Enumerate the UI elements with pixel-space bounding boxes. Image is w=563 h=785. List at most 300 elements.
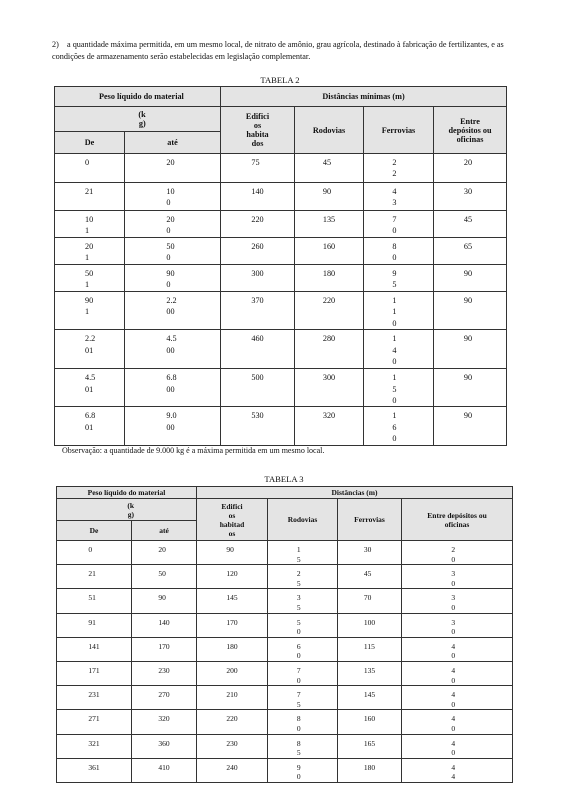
table-cell	[132, 734, 197, 758]
cell-line: 180	[322, 269, 336, 278]
cell-line: 0	[296, 627, 301, 637]
table-cell	[402, 589, 513, 613]
cell-line: 30	[363, 545, 372, 554]
cell-line: 01	[85, 384, 94, 394]
col-header-railways: Ferrovias	[364, 107, 434, 154]
table-cell	[402, 734, 513, 758]
table-cell	[338, 541, 402, 565]
table-cell	[268, 661, 338, 685]
table-cell	[125, 154, 221, 183]
table-cell	[434, 330, 507, 369]
cell-line: 6.8	[166, 373, 177, 383]
cell-line: 00	[166, 307, 175, 317]
header-line: os	[228, 528, 236, 538]
table-cell	[197, 758, 268, 782]
table-cell	[295, 292, 364, 330]
table-cell	[221, 265, 295, 292]
cell-line: 1	[296, 545, 301, 554]
cell-line: 90	[463, 334, 473, 344]
cell-line: 01	[85, 422, 94, 432]
cell-line: 90	[463, 373, 473, 383]
cell-line: 8	[296, 714, 301, 724]
table-cell	[364, 265, 434, 292]
cell-line: 20	[166, 215, 175, 224]
table-cell	[55, 183, 125, 211]
table-cell	[197, 589, 268, 613]
cell-line: 0	[392, 253, 397, 263]
unit-header	[57, 499, 197, 521]
cell-line: 1	[85, 280, 90, 290]
cell-line: 320	[158, 714, 170, 724]
cell-line: 5	[296, 617, 301, 627]
table-cell	[55, 369, 125, 407]
table-cell	[221, 154, 295, 183]
to-header: até	[132, 521, 197, 541]
table-cell	[338, 661, 402, 685]
table3	[56, 486, 513, 783]
unit-line: (k	[138, 110, 146, 119]
cell-line: 0	[451, 602, 456, 612]
table-cell	[125, 238, 221, 265]
header-line: os	[228, 510, 236, 520]
cell-line: 20	[166, 158, 175, 167]
cell-line: 10	[166, 187, 175, 196]
table-cell	[132, 758, 197, 782]
unit-line: (k	[127, 500, 134, 510]
cell-line: 0	[392, 226, 397, 236]
cell-line: 1	[392, 296, 397, 305]
cell-line: 90	[463, 411, 473, 421]
cell-line: 530	[251, 411, 264, 421]
cell-line: 00	[166, 422, 175, 432]
cell-line: 171	[88, 665, 100, 675]
table2	[54, 86, 507, 446]
cell-line: 0	[296, 651, 301, 661]
col-header-railways: Ferrovias	[338, 499, 402, 541]
cell-line: 4	[451, 665, 456, 675]
table-cell	[338, 637, 402, 661]
header-line: os	[253, 121, 262, 130]
cell-line: 115	[363, 641, 375, 651]
table-row	[57, 589, 513, 613]
cell-line: 4	[451, 690, 456, 700]
col-header-highways: Rodovias	[268, 499, 338, 541]
cell-line: 2.2	[166, 296, 177, 305]
cell-line: 0	[451, 554, 456, 564]
table-cell	[132, 589, 197, 613]
table-cell	[268, 686, 338, 710]
table3-caption: TABELA 3	[264, 474, 304, 484]
cell-line: 0	[451, 651, 456, 661]
cell-line: 50	[85, 269, 94, 278]
cell-line: 240	[226, 762, 238, 772]
table-cell	[55, 330, 125, 369]
cell-line: 51	[88, 593, 96, 603]
table-cell	[295, 183, 364, 211]
table-cell	[338, 613, 402, 637]
table-cell	[57, 589, 132, 613]
cell-line: 75	[251, 158, 260, 167]
cell-line: 4	[451, 641, 456, 651]
table-cell	[364, 183, 434, 211]
cell-line: 0	[166, 226, 171, 236]
table-cell	[434, 183, 507, 211]
cell-line: 3	[451, 593, 456, 603]
table-cell	[197, 613, 268, 637]
cell-line: 460	[251, 334, 264, 344]
table-cell	[132, 637, 197, 661]
cell-line: 165	[363, 738, 376, 748]
table-cell	[295, 265, 364, 292]
cell-line: 5	[296, 554, 301, 564]
table-cell	[268, 589, 338, 613]
cell-line: 1	[392, 373, 397, 383]
table-cell	[221, 211, 295, 238]
table3-body	[57, 541, 513, 783]
cell-line: 6	[392, 422, 397, 432]
cell-line: 360	[158, 738, 170, 748]
table-row	[57, 637, 513, 661]
table-row	[55, 183, 507, 211]
cell-line: 260	[251, 242, 264, 251]
table-cell	[268, 541, 338, 565]
col-header-buildings	[221, 107, 295, 154]
distances-header: Distâncias mínimas (m)	[221, 87, 507, 107]
cell-line: 90	[463, 269, 473, 278]
cell-line: 7	[392, 215, 397, 224]
header-line: depósitos ou	[448, 125, 492, 135]
cell-line: 271	[88, 714, 100, 724]
from-header: De	[57, 521, 132, 541]
cell-line: 5	[296, 578, 301, 588]
table-row	[57, 565, 513, 589]
table-row	[57, 758, 513, 782]
cell-line: 30	[463, 187, 473, 196]
table-cell	[338, 686, 402, 710]
cell-line: 4.5	[85, 373, 96, 383]
table-row	[55, 238, 507, 265]
table-cell	[125, 407, 221, 445]
header-line: Entre depósitos ou	[427, 510, 487, 520]
cell-line: 410	[158, 762, 170, 772]
cell-line: 2.2	[85, 334, 96, 344]
cell-line: 7	[296, 665, 301, 675]
table-cell	[268, 710, 338, 734]
from-header: De	[55, 132, 125, 154]
cell-line: 0	[392, 434, 397, 444]
table-cell	[364, 292, 434, 330]
cell-line: 5	[296, 602, 301, 612]
col-header-depots	[402, 499, 513, 541]
table-cell	[402, 565, 513, 589]
table-cell	[268, 734, 338, 758]
table-cell	[434, 238, 507, 265]
header-line: Edifici	[245, 112, 270, 121]
table-cell	[221, 407, 295, 445]
table-cell	[197, 686, 268, 710]
cell-line: 90	[166, 269, 175, 278]
cell-line: 20	[158, 545, 166, 554]
observation-note: Observação: a quantidade de 9.000 kg é a máxima permitida em um mesmo local.	[62, 446, 325, 455]
cell-line: 0	[451, 627, 456, 637]
table-cell	[434, 211, 507, 238]
cell-line: 2	[392, 158, 397, 167]
table-cell	[57, 613, 132, 637]
cell-line: 145	[226, 593, 238, 603]
table-cell	[57, 541, 132, 565]
cell-line: 1	[85, 226, 90, 236]
cell-line: 10	[85, 215, 94, 224]
cell-line: 5	[392, 280, 397, 290]
cell-line: 0	[392, 396, 397, 406]
cell-line: 361	[88, 762, 100, 772]
table-cell	[434, 369, 507, 407]
cell-line: 170	[226, 617, 238, 627]
cell-line: 45	[463, 215, 473, 224]
cell-line: 100	[363, 617, 376, 627]
cell-line: 0	[88, 545, 93, 554]
cell-line: 230	[226, 738, 238, 748]
table-cell	[295, 154, 364, 183]
cell-line: 231	[88, 690, 100, 700]
cell-line: 500	[251, 373, 264, 383]
table-cell	[197, 541, 268, 565]
table-row	[55, 211, 507, 238]
col-header-buildings	[197, 499, 268, 541]
table-cell	[338, 565, 402, 589]
table-cell	[197, 710, 268, 734]
table-cell	[364, 211, 434, 238]
cell-line: 0	[451, 578, 456, 588]
table-cell	[57, 686, 132, 710]
table-row	[55, 292, 507, 330]
table-cell	[434, 154, 507, 183]
intro-paragraph: 2) a quantidade máxima permitida, em um mesmo local, de nitrato de amônio, grau agrícola, destinado à fabricação de fertilizantes, e as condições de armazenamento serão estabelecidas em legislação complementar.	[52, 40, 504, 61]
cell-line: 3	[451, 617, 456, 627]
cell-line: 45	[322, 158, 332, 167]
cell-line: 321	[88, 738, 100, 748]
table-cell	[295, 369, 364, 407]
cell-line: 21	[85, 187, 94, 196]
cell-line: 0	[392, 357, 397, 367]
cell-line: 4	[392, 345, 397, 355]
table-cell	[125, 265, 221, 292]
table-cell	[55, 238, 125, 265]
cell-line: 50	[158, 569, 166, 579]
table-cell	[57, 661, 132, 685]
cell-line: 300	[322, 373, 336, 383]
cell-line: 300	[251, 269, 264, 278]
cell-line: 135	[363, 665, 376, 675]
table-cell	[434, 265, 507, 292]
table-cell	[338, 710, 402, 734]
cell-line: 21	[88, 569, 96, 579]
cell-line: 1	[85, 307, 90, 317]
table-cell	[57, 734, 132, 758]
to-header: até	[125, 132, 221, 154]
cell-line: 1	[85, 253, 90, 263]
cell-line: 4.5	[166, 334, 177, 344]
table-row	[57, 734, 513, 758]
cell-line: 70	[363, 593, 372, 603]
distances-header: Distâncias (m)	[197, 487, 513, 499]
table-cell	[221, 330, 295, 369]
cell-line: 00	[166, 384, 175, 394]
table-cell	[338, 758, 402, 782]
table-cell	[402, 637, 513, 661]
header-line: habita	[246, 130, 269, 139]
table-row	[57, 613, 513, 637]
cell-line: 180	[226, 641, 238, 651]
cell-line: 0	[296, 675, 301, 685]
cell-line: 141	[88, 641, 100, 651]
table-cell	[364, 238, 434, 265]
cell-line: 4	[451, 714, 456, 724]
cell-line: 4	[451, 762, 456, 772]
unit-line: g)	[127, 509, 134, 519]
table-cell	[364, 154, 434, 183]
cell-line: 270	[158, 690, 170, 700]
cell-line: 0	[166, 253, 171, 263]
table-cell	[55, 292, 125, 330]
table-cell	[268, 565, 338, 589]
cell-line: 4	[451, 738, 456, 748]
table-row	[55, 330, 507, 369]
cell-line: 8	[392, 242, 397, 251]
cell-line: 220	[322, 296, 336, 305]
table-cell	[125, 211, 221, 238]
cell-line: 140	[251, 187, 264, 196]
table-cell	[295, 211, 364, 238]
cell-line: 0	[451, 723, 456, 733]
table-cell	[295, 330, 364, 369]
cell-line: 1	[392, 307, 397, 317]
cell-line: 170	[158, 641, 170, 651]
table-cell	[402, 613, 513, 637]
table-cell	[132, 613, 197, 637]
table-cell	[221, 183, 295, 211]
table-cell	[402, 710, 513, 734]
cell-line: 230	[158, 665, 170, 675]
cell-line: 90	[158, 593, 166, 603]
table2-body	[55, 154, 507, 446]
cell-line: 0	[166, 280, 171, 290]
cell-line: 3	[451, 569, 456, 579]
table-cell	[268, 758, 338, 782]
header-line: Entre	[460, 116, 480, 126]
cell-line: 65	[463, 242, 473, 251]
col-header-depots	[434, 107, 507, 154]
cell-line: 9	[392, 269, 397, 278]
table-cell	[55, 154, 125, 183]
table-cell	[434, 292, 507, 330]
table-cell	[295, 238, 364, 265]
table-cell	[197, 661, 268, 685]
table-cell	[57, 637, 132, 661]
table-row	[55, 154, 507, 183]
table-cell	[221, 238, 295, 265]
cell-line: 1	[392, 334, 397, 344]
table-cell	[295, 407, 364, 445]
table-cell	[197, 734, 268, 758]
cell-line: 370	[251, 296, 264, 305]
table-cell	[434, 407, 507, 445]
header-line: Edifici	[221, 501, 243, 511]
table-cell	[364, 369, 434, 407]
header-line: oficinas	[456, 134, 484, 144]
cell-line: 8	[296, 738, 301, 748]
cell-line: 90	[463, 296, 473, 305]
table-row	[57, 710, 513, 734]
cell-line: 20	[463, 158, 473, 167]
cell-line: 0	[296, 723, 301, 733]
cell-line: 160	[322, 242, 336, 251]
cell-line: 220	[226, 714, 238, 724]
cell-line: 3	[296, 593, 301, 603]
table-cell	[364, 330, 434, 369]
cell-line: 9.0	[166, 411, 177, 421]
table-cell	[197, 565, 268, 589]
cell-line: 2	[392, 169, 397, 179]
table-cell	[55, 265, 125, 292]
cell-line: 200	[226, 665, 238, 675]
table-cell	[57, 565, 132, 589]
table-row	[55, 369, 507, 407]
cell-line: 91	[88, 617, 96, 627]
cell-line: 7	[296, 690, 301, 700]
table-cell	[221, 369, 295, 407]
cell-line: 0	[392, 318, 397, 328]
cell-line: 135	[322, 215, 336, 224]
cell-line: 50	[166, 242, 175, 251]
cell-line: 5	[296, 748, 301, 758]
table-cell	[402, 758, 513, 782]
table-cell	[402, 661, 513, 685]
cell-line: 01	[85, 345, 94, 355]
table-cell	[132, 661, 197, 685]
table-row	[57, 661, 513, 685]
unit-line: g)	[138, 119, 146, 128]
cell-line: 2	[451, 545, 456, 554]
cell-line: 145	[363, 690, 376, 700]
cell-line: 1	[392, 411, 397, 421]
unit-header	[55, 107, 221, 132]
cell-line: 180	[363, 762, 376, 772]
cell-line: 120	[226, 569, 238, 579]
table-cell	[132, 686, 197, 710]
cell-line: 210	[226, 690, 238, 700]
table-cell	[402, 541, 513, 565]
table-cell	[125, 369, 221, 407]
table-cell	[132, 710, 197, 734]
cell-line: 20	[85, 242, 94, 251]
cell-line: 280	[322, 334, 336, 344]
table-cell	[221, 292, 295, 330]
cell-line: 90	[322, 187, 332, 196]
table-cell	[197, 637, 268, 661]
table-cell	[125, 330, 221, 369]
cell-line: 0	[451, 675, 456, 685]
table-cell	[57, 758, 132, 782]
table-cell	[55, 407, 125, 445]
cell-line: 0	[451, 748, 456, 758]
header-line: oficinas	[444, 519, 470, 529]
cell-line: 4	[392, 187, 397, 196]
cell-line: 0	[166, 198, 171, 208]
table-cell	[55, 211, 125, 238]
table-row	[55, 407, 507, 445]
cell-line: 5	[392, 384, 397, 394]
